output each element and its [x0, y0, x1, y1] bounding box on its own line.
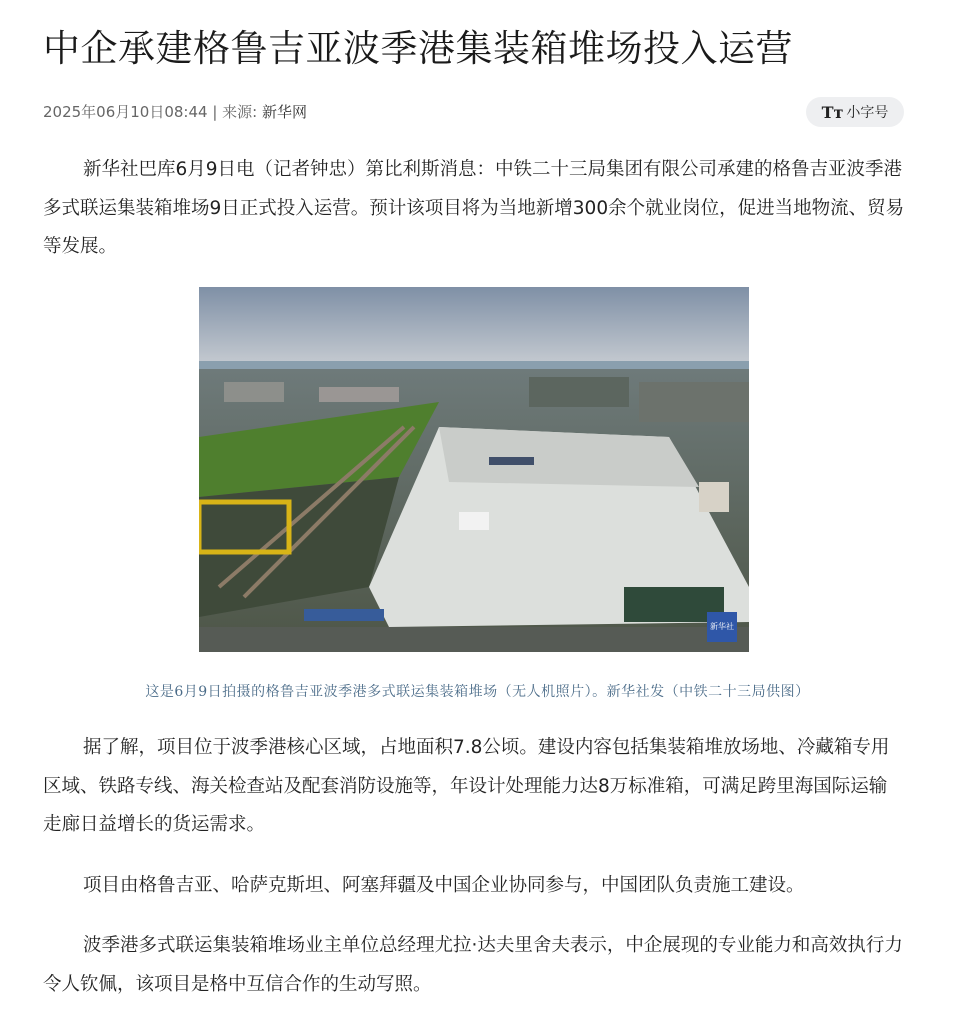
article-meta [43, 101, 307, 122]
article-paragraph-2: 据了解，项目位于波季港核心区域，占地面积7.8公顷。建设内容包括集装箱堆放场地、冷藏箱专用区域、铁路专线、海关检查站及配套消防设施等，年设计处理能力达8万标准箱，可满足跨里海国际运输走廊日益增长的货运需求。 [43, 737, 890, 835]
article-paragraph-4: 波季港多式联运集装箱堆场业主单位总经理尤拉·达夫里舍夫表示，中企展现的专业能力和高效执行力令人钦佩，该项目是格中互信合作的生动写照。 [43, 935, 903, 995]
font-size-toggle-label: 小字号 [846, 105, 889, 121]
meta-separator: | [207, 103, 223, 121]
article-paragraph-1: 新华社巴库6月9日电（记者钟忠）第比利斯消息：中铁二十三局集团有限公司承建的格鲁吉亚波季港多式联运集装箱堆场9日正式投入运营。预计该项目将为当地新增300余个就业岗位，促进当地物流、贸易等发展。 [43, 159, 905, 257]
font-size-toggle-button[interactable] [806, 97, 904, 127]
article-paragraph-3: 项目由格鲁吉亚、哈萨克斯坦、阿塞拜疆及中国企业协同参与，中国团队负责施工建设。 [83, 875, 805, 896]
source-label: 来源: [222, 103, 262, 121]
publish-date: 2025年06月10日08:44 [43, 103, 208, 121]
xinhua-watermark-logo: 新华社 [707, 612, 737, 642]
article-title: 中企承建格鲁吉亚波季港集装箱堆场投入运营 [43, 27, 793, 70]
source-name: 新华网 [262, 103, 308, 121]
article-photo [199, 287, 749, 652]
aerial-photo-illustration [199, 287, 749, 652]
photo-caption: 这是6月9日拍摄的格鲁吉亚波季港多式联运集装箱堆场（无人机照片）。新华社发（中铁二十三局供图） [145, 684, 810, 700]
font-size-icon: Tт [821, 102, 844, 122]
